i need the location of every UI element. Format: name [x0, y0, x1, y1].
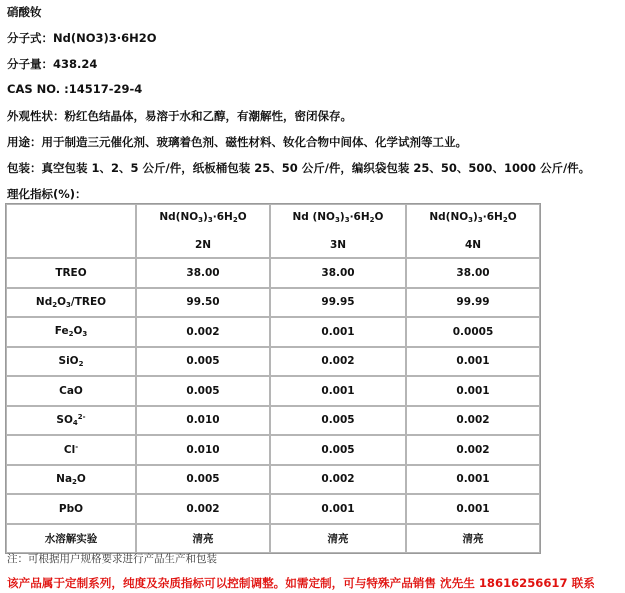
cell-value: 38.00 [406, 258, 540, 288]
cell-value: 0.002 [406, 406, 540, 436]
header-formula: $Nd(NO_3)_3\cdot 6H_2O$ [159, 211, 247, 224]
row-label: PbO [6, 494, 136, 524]
spec-heading: 理化指标(%)： [7, 187, 87, 201]
cell-value: 0.002 [136, 494, 270, 524]
cell-value: 99.50 [136, 288, 270, 318]
appearance-text: 外观性状：粉红色结晶体，易溶于水和乙醇，有潮解性，密闭保存。 [7, 109, 352, 123]
table-row [6, 258, 540, 288]
cell-value: 0.005 [136, 465, 270, 495]
cas-number: CAS NO. :14517-29-4 [7, 82, 143, 96]
cell-value: 清亮 [270, 524, 406, 554]
header-formula: Nd $(NO_3)_3\cdot 6H_2O$ [292, 211, 384, 224]
header-cell [136, 204, 270, 258]
molecular-weight: 分子量：438.24 [7, 57, 98, 71]
cell-value: 0.002 [270, 347, 406, 377]
row-label: 水溶解实验 [6, 524, 136, 554]
table-row [6, 347, 540, 377]
header-cell [270, 204, 406, 258]
row-label: SiO$_2$ [6, 347, 136, 377]
cell-value: 0.010 [136, 406, 270, 436]
product-title: 硝酸钕 [7, 5, 42, 19]
row-label: CaO [6, 376, 136, 406]
cell-value: 0.010 [136, 435, 270, 465]
cell-value: 0.001 [406, 494, 540, 524]
header-empty-cell [6, 204, 136, 258]
header-grade: 2N [194, 239, 212, 251]
header-grade: 4N [464, 239, 482, 251]
cell-value: 0.005 [270, 406, 406, 436]
row-label: Cl- [6, 435, 136, 465]
spec-table [5, 203, 541, 554]
row-label: $Na_2O$ [6, 465, 136, 495]
header-cell [406, 204, 540, 258]
table-row [6, 524, 540, 554]
cell-value: 清亮 [406, 524, 540, 554]
row-label: $SO_4^{2-}$ [6, 406, 136, 436]
cell-value: 0.005 [136, 376, 270, 406]
cell-value: 0.002 [406, 435, 540, 465]
molecular-formula: 分子式：Nd(NO3)3·6H2O [7, 31, 157, 45]
table-row [6, 288, 540, 318]
cell-value: 38.00 [136, 258, 270, 288]
cell-value: 0.005 [270, 435, 406, 465]
table-row [6, 435, 540, 465]
cell-value: 0.001 [270, 317, 406, 347]
row-label: $Nd_2O_3$/TREO [6, 288, 136, 318]
footnote: 注：可根据用户规格要求进行产品生产和包装 [7, 553, 217, 565]
cell-value: 0.001 [270, 494, 406, 524]
cell-value: 99.95 [270, 288, 406, 318]
cell-value: 99.99 [406, 288, 540, 318]
cell-value: 0.005 [136, 347, 270, 377]
header-formula: $Nd(NO_3)_3\cdot 6H_2O$ [429, 211, 517, 224]
cell-value: 0.001 [406, 347, 540, 377]
cell-value: 0.0005 [406, 317, 540, 347]
cell-value: 0.002 [136, 317, 270, 347]
table-row [6, 317, 540, 347]
cell-value: 清亮 [136, 524, 270, 554]
row-label: TREO [6, 258, 136, 288]
row-label: $Fe_2O_3$ [6, 317, 136, 347]
cell-value: 0.001 [406, 465, 540, 495]
table-row [6, 406, 540, 436]
table-row [6, 465, 540, 495]
table-row [6, 376, 540, 406]
table-header-row [6, 204, 540, 258]
cell-value: 0.001 [406, 376, 540, 406]
cell-value: 38.00 [270, 258, 406, 288]
usage-text: 用途：用于制造三元催化剂、玻璃着色剂、磁性材料、钕化合物中间体、化学试剂等工业。 [7, 135, 467, 149]
cell-value: 0.001 [270, 376, 406, 406]
cell-value: 0.002 [270, 465, 406, 495]
header-grade: 3N [329, 239, 347, 251]
packing-text: 包装：真空包装 1、2、5 公斤/件，纸板桶包装 25、50 公斤/件，编织袋包装 25、50、500、1000 公斤/件。 [7, 161, 591, 175]
table-row [6, 494, 540, 524]
custom-contact-banner: 该产品属于定制系列，纯度及杂质指标可以控制调整。如需定制，可与特殊产品销售 沈先生 18616256617 联系 [7, 576, 595, 590]
